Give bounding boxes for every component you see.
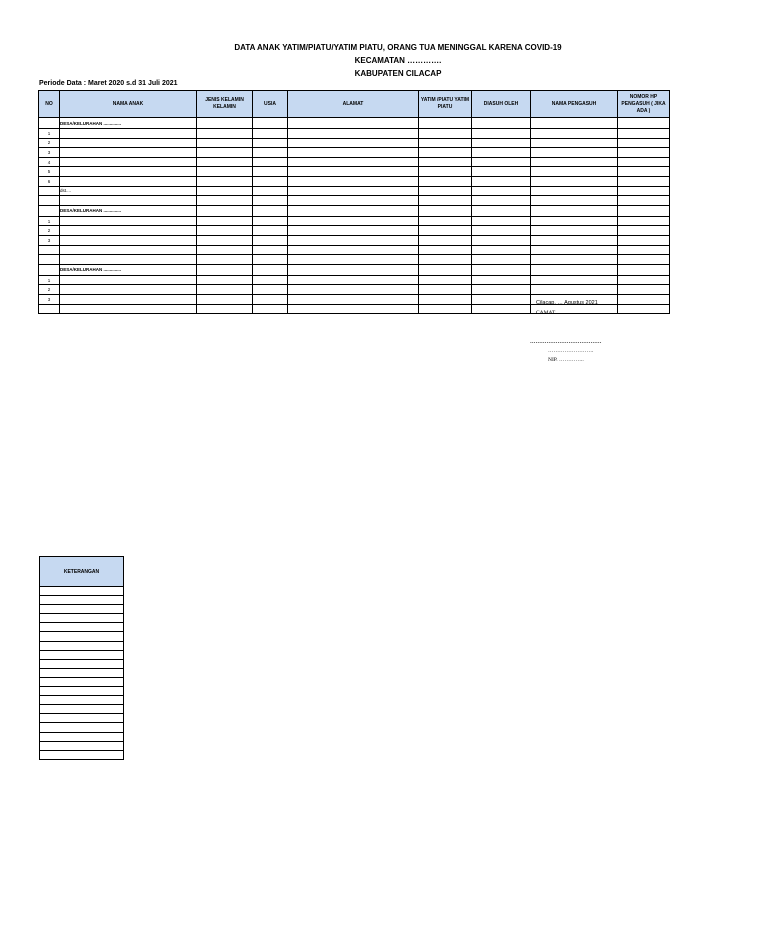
column-header: ALAMAT [288,91,419,118]
row-number [39,245,60,255]
table-cell [472,129,531,139]
table-row [39,157,670,167]
table-cell [618,167,670,177]
keterangan-cell [40,696,124,705]
column-header: JENIS KELAMIN KELAMIN [197,91,253,118]
table-cell [419,216,472,226]
nama-anak-cell [60,294,197,304]
table-cell [288,157,419,167]
signature-name-line: ………………………………… [530,339,602,345]
table-cell [618,148,670,158]
table-cell [419,129,472,139]
row-number [39,304,60,314]
table-row [39,167,670,177]
keterangan-cell [40,659,124,668]
keterangan-cell [40,623,124,632]
table-cell [531,129,618,139]
table-cell [197,235,253,245]
keterangan-row [40,687,124,696]
table-cell [419,245,472,255]
nama-anak-cell [60,235,197,245]
table-cell [197,294,253,304]
row-number [39,196,60,206]
table-cell [197,285,253,295]
column-header: USIA [253,91,288,118]
keterangan-cell [40,732,124,741]
table-cell [419,304,472,314]
keterangan-row [40,723,124,732]
table-cell [253,138,288,148]
row-number: 3 [39,235,60,245]
table-cell [419,176,472,186]
table-cell [197,167,253,177]
table-cell [197,148,253,158]
table-cell [253,264,288,275]
table-cell [472,176,531,186]
table-cell [197,186,253,196]
table-cell [253,255,288,265]
table-cell [472,264,531,275]
table-row [39,245,670,255]
table-cell [288,196,419,206]
table-cell [531,167,618,177]
table-cell [531,176,618,186]
table-cell [419,196,472,206]
nama-anak-cell: DESA/KELURAHAN .............. [60,118,197,129]
table-cell [618,129,670,139]
table-cell [531,118,618,129]
table-cell [472,186,531,196]
table-cell [419,157,472,167]
table-cell [618,245,670,255]
nama-anak-cell: dst.... [60,186,197,196]
row-number: 1 [39,216,60,226]
nama-anak-cell [60,216,197,226]
table-row [39,255,670,265]
table-cell [472,294,531,304]
table-row [39,129,670,139]
table-cell [618,118,670,129]
table-cell [531,216,618,226]
table-cell [472,148,531,158]
table-cell [531,196,618,206]
table-cell [531,138,618,148]
row-number: 3 [39,148,60,158]
table-cell [531,264,618,275]
table-cell [253,167,288,177]
table-cell [618,294,670,304]
table-cell [253,226,288,236]
row-number: 2 [39,226,60,236]
keterangan-row [40,623,124,632]
table-cell [419,148,472,158]
table-cell [472,216,531,226]
table-cell [288,216,419,226]
keterangan-cell [40,614,124,623]
keterangan-row [40,605,124,614]
table-cell [253,235,288,245]
table-cell [197,275,253,285]
keterangan-cell [40,596,124,605]
table-cell [472,245,531,255]
table-cell [472,118,531,129]
table-cell [531,205,618,216]
table-row [39,235,670,245]
table-cell [288,235,419,245]
document-title: DATA ANAK YATIM/PIATU/YATIM PIATU, ORANG TUA MENINGGAL KARENA COVID-19 [234,43,562,52]
table-cell [197,138,253,148]
keterangan-cell [40,741,124,750]
table-cell [288,304,419,314]
table-cell [618,205,670,216]
column-header: YATIM /PIATU YATIM PIATU [419,91,472,118]
table-cell [253,129,288,139]
table-cell [531,245,618,255]
table-cell [419,118,472,129]
nama-anak-cell [60,176,197,186]
row-number: 4 [39,157,60,167]
table-cell [253,285,288,295]
table-cell [197,216,253,226]
table-cell [618,157,670,167]
table-row [39,285,670,295]
keterangan-row [40,705,124,714]
table-cell [197,304,253,314]
table-row [39,118,670,129]
table-cell [253,275,288,285]
keterangan-cell [40,641,124,650]
keterangan-row [40,696,124,705]
keterangan-row [40,741,124,750]
table-cell [253,294,288,304]
keterangan-row [40,632,124,641]
row-number: 1 [39,275,60,285]
keterangan-row [40,714,124,723]
table-cell [472,235,531,245]
table-cell [288,294,419,304]
keterangan-row [40,641,124,650]
table-cell [419,226,472,236]
table-cell [618,216,670,226]
table-cell [197,205,253,216]
table-row [39,226,670,236]
table-cell [531,275,618,285]
table-cell [197,245,253,255]
table-cell [618,176,670,186]
table-cell [618,138,670,148]
table-cell [472,304,531,314]
nama-anak-cell: DESA/KELURAHAN .............. [60,205,197,216]
table-body [39,118,670,314]
keterangan-row [40,587,124,596]
table-cell [197,129,253,139]
table-row [39,264,670,275]
table-cell [419,255,472,265]
table-cell [531,226,618,236]
column-header: NAMA PENGASUH [531,91,618,118]
keterangan-row [40,650,124,659]
keterangan-table [39,556,124,760]
keterangan-cell [40,750,124,759]
kecamatan-title: KECAMATAN …………. [354,56,442,65]
table-cell [531,285,618,295]
table-cell [288,176,419,186]
column-header: NOMOR HP PENGASUH ( JIKA ADA ) [618,91,670,118]
keterangan-row [40,668,124,677]
table-cell [618,304,670,314]
keterangan-cell [40,723,124,732]
row-number [39,264,60,275]
periode-label: Periode Data : Maret 2020 s.d 31 Juli 2021 [39,80,178,87]
table-cell [288,245,419,255]
keterangan-cell [40,605,124,614]
table-cell [618,226,670,236]
table-cell [288,138,419,148]
kabupaten-title: KABUPATEN CILACAP [354,69,442,78]
table-cell [253,196,288,206]
keterangan-row [40,750,124,759]
table-cell [531,148,618,158]
table-row [39,138,670,148]
keterangan-cell [40,677,124,686]
nama-anak-cell: DESA/KELURAHAN .............. [60,264,197,275]
table-cell [253,157,288,167]
column-header: NAMA ANAK [60,91,197,118]
keterangan-cell [40,687,124,696]
table-cell [197,118,253,129]
table-cell [419,235,472,245]
table-header-row [39,91,670,118]
table-cell [618,235,670,245]
table-cell [253,205,288,216]
signature-place-date: Cilacap, … Agustus 2021 [536,300,598,306]
table-cell [531,255,618,265]
table-cell [472,275,531,285]
keterangan-row [40,677,124,686]
table-cell [253,216,288,226]
keterangan-row [40,659,124,668]
table-cell [618,186,670,196]
row-number [39,186,60,196]
nama-anak-cell [60,167,197,177]
table-cell [531,157,618,167]
table-cell [419,186,472,196]
keterangan-cell [40,650,124,659]
table-cell [472,167,531,177]
table-cell [419,285,472,295]
nama-anak-cell [60,275,197,285]
table-cell [288,129,419,139]
nama-anak-cell [60,255,197,265]
nama-anak-cell [60,138,197,148]
column-header: NO [39,91,60,118]
table-cell [253,245,288,255]
table-cell [531,186,618,196]
data-table [38,90,670,314]
row-number [39,255,60,265]
nama-anak-cell [60,157,197,167]
row-number: 1 [39,129,60,139]
row-number [39,118,60,129]
table-row [39,216,670,226]
table-cell [288,285,419,295]
nama-anak-cell [60,196,197,206]
table-cell [472,205,531,216]
signature-sub-line: ……………………. [548,348,594,354]
table-cell [419,294,472,304]
nama-anak-cell [60,129,197,139]
table-row [39,176,670,186]
table-row [39,186,670,196]
table-cell [472,226,531,236]
table-cell [288,205,419,216]
table-cell [472,138,531,148]
row-number: 3 [39,294,60,304]
table-cell [419,205,472,216]
table-cell [288,255,419,265]
table-cell [288,148,419,158]
nama-anak-cell [60,304,197,314]
row-number [39,205,60,216]
signature-nip: NIP. ………….. [548,357,584,363]
row-number: 2 [39,285,60,295]
keterangan-row [40,614,124,623]
table-row [39,275,670,285]
table-cell [288,264,419,275]
table-cell [618,285,670,295]
table-cell [419,264,472,275]
table-cell [288,167,419,177]
table-cell [472,157,531,167]
table-cell [618,275,670,285]
table-cell [288,118,419,129]
table-row [39,148,670,158]
row-number: 5 [39,167,60,177]
table-cell [531,235,618,245]
table-cell [197,157,253,167]
nama-anak-cell [60,285,197,295]
table-cell [618,196,670,206]
table-cell [197,176,253,186]
nama-anak-cell [60,245,197,255]
keterangan-row [40,596,124,605]
table-cell [253,118,288,129]
table-cell [288,186,419,196]
keterangan-cell [40,714,124,723]
keterangan-cell [40,705,124,714]
keterangan-cell [40,587,124,596]
table-cell [472,255,531,265]
signature-title: CAMAT …………………. [536,310,597,316]
table-cell [618,264,670,275]
table-cell [197,255,253,265]
row-number: 2 [39,138,60,148]
table-cell [419,275,472,285]
keterangan-cell [40,668,124,677]
keterangan-header: KETERANGAN [40,557,124,587]
table-cell [288,226,419,236]
table-cell [472,285,531,295]
table-cell [197,226,253,236]
table-cell [253,304,288,314]
table-cell [197,196,253,206]
column-header: DIASUH OLEH [472,91,531,118]
table-cell [197,264,253,275]
table-cell [472,196,531,206]
table-row [39,196,670,206]
table-cell [253,176,288,186]
table-cell [419,138,472,148]
keterangan-cell [40,632,124,641]
nama-anak-cell [60,148,197,158]
table-cell [618,255,670,265]
table-cell [419,167,472,177]
row-number: 6 [39,176,60,186]
table-row [39,205,670,216]
table-cell [288,275,419,285]
nama-anak-cell [60,226,197,236]
table-cell [253,186,288,196]
table-cell [253,148,288,158]
keterangan-row [40,732,124,741]
